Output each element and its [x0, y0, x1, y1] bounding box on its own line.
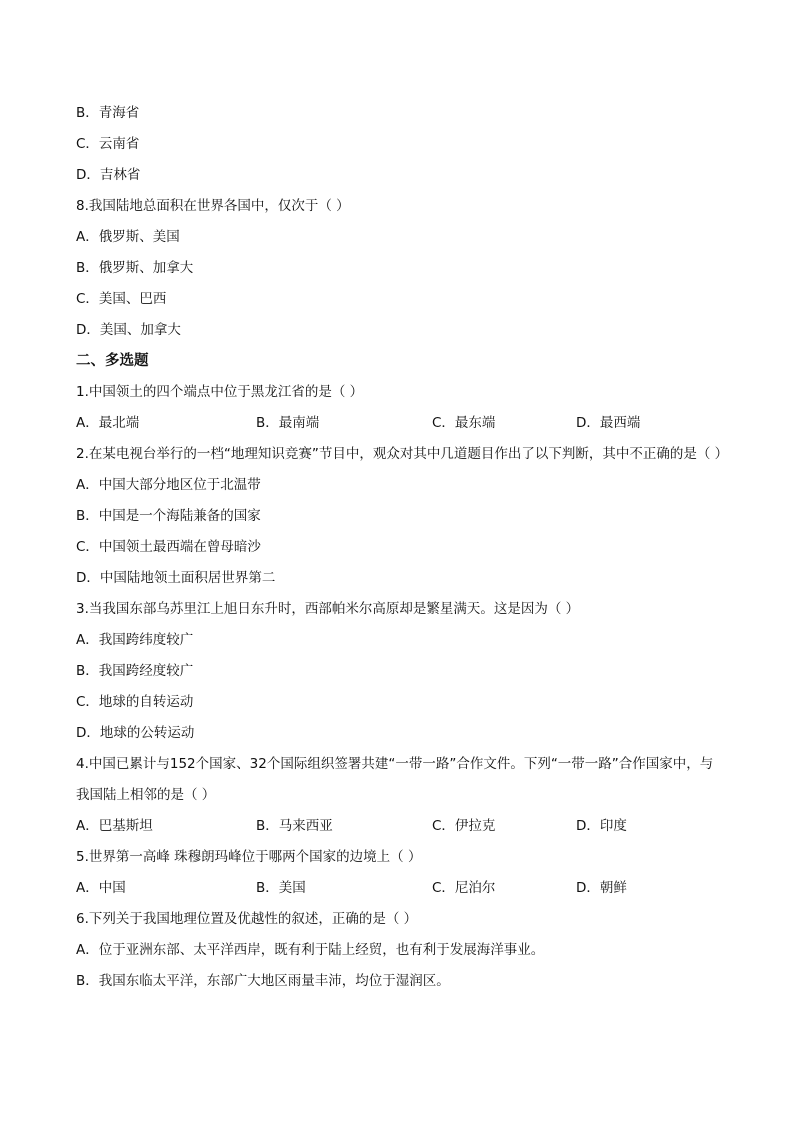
option-line: C．美国、巴西	[76, 291, 167, 307]
question-stem: 3.当我国东部乌苏里江上旭日东升时，西部帕米尔高原却是繁星满天。这是因为（ ）	[76, 601, 580, 617]
option: C．伊拉克	[432, 818, 496, 834]
option-line: B．俄罗斯、加拿大	[76, 260, 194, 276]
option: B．最南端	[256, 415, 320, 431]
question-stem: 4.中国已累计与152个国家、32个国际组织签署共建“一带一路”合作文件。下列“一带一路”合作国家中，与我国陆上相邻的是（ ）	[76, 756, 714, 803]
option-line: D．美国、加拿大	[76, 322, 181, 338]
question-stem: 1.中国领土的四个端点中位于黑龙江省的是（ ）	[76, 384, 364, 400]
option: D．朝鲜	[576, 880, 627, 896]
question-stem: 5.世界第一高峰 珠穆朗玛峰位于哪两个国家的边境上（ ）	[76, 849, 422, 865]
option-line: A．俄罗斯、美国	[76, 229, 180, 245]
option: C．尼泊尔	[432, 880, 496, 896]
option-line: B．中国是一个海陆兼备的国家	[76, 508, 261, 524]
option: A．巴基斯坦	[76, 818, 153, 834]
option: A．中国	[76, 880, 126, 896]
option-row	[76, 811, 726, 842]
option-line: D．地球的公转运动	[76, 725, 195, 741]
question-stem: 2.在某电视台举行的一档“地理知识竞赛”节目中，观众对其中几道题目作出了以下判断，其中不正确的是（ ）	[76, 446, 729, 462]
option-line: A．中国大部分地区位于北温带	[76, 477, 261, 493]
option-line: C．地球的自转运动	[76, 694, 194, 710]
option-line: D．中国陆地领土面积居世界第二	[76, 570, 276, 586]
option: C．最东端	[432, 415, 496, 431]
document-page	[76, 98, 729, 997]
option: D．最西端	[576, 415, 641, 431]
option-line: C．云南省	[76, 136, 140, 152]
option-row	[76, 408, 726, 439]
option-line: A．位于亚洲东部、太平洋西岸，既有利于陆上经贸，也有利于发展海洋事业。	[76, 942, 545, 958]
option: B．马来西亚	[256, 818, 333, 834]
option-line: B．我国东临太平洋，东部广大地区雨量丰沛，均位于湿润区。	[76, 973, 450, 989]
question-stem: 8.我国陆地总面积在世界各国中，仅次于（ ）	[76, 198, 350, 214]
option-row	[76, 873, 726, 904]
option-line: B．青海省	[76, 105, 140, 121]
option: B．美国	[256, 880, 306, 896]
question-stem: 6.下列关于我国地理位置及优越性的叙述，正确的是（ ）	[76, 911, 418, 927]
option: D．印度	[576, 818, 627, 834]
option-line: C．中国领土最西端在曾母暗沙	[76, 539, 261, 555]
section-title: 二、多选题	[76, 353, 149, 369]
option-line: D．吉林省	[76, 167, 141, 183]
option: A．最北端	[76, 415, 140, 431]
option-line: A．我国跨纬度较广	[76, 632, 194, 648]
option-line: B．我国跨经度较广	[76, 663, 194, 679]
